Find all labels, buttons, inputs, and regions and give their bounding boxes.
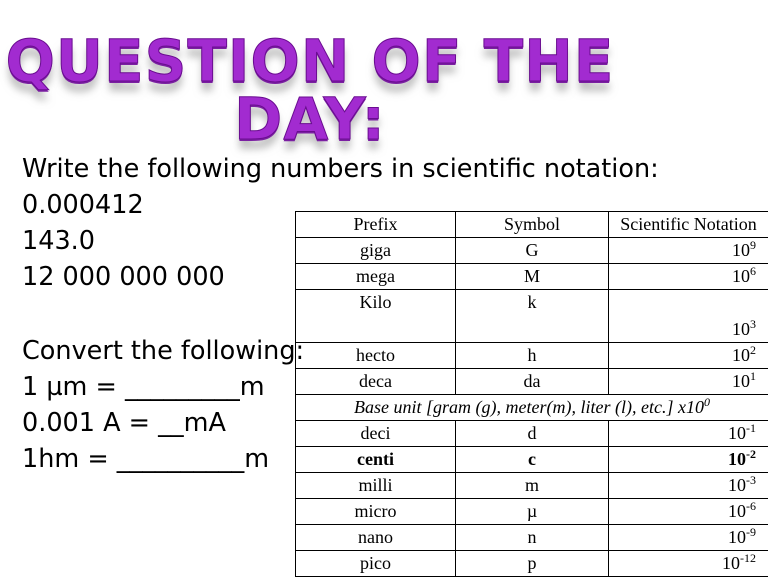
notation-cell: $10^{-1}$	[609, 421, 768, 447]
notation-cell: $10^{-6}$	[609, 499, 768, 525]
table-row	[296, 343, 768, 369]
prefix-cell: Kilo	[296, 290, 456, 343]
number-item: 0.000412	[22, 187, 659, 223]
prefix-cell: deca	[296, 369, 456, 395]
symbol-cell: d	[456, 421, 609, 447]
notation-cell: $10^{-3}$	[609, 473, 768, 499]
symbol-cell: µ	[456, 499, 609, 525]
notation-cell: $10^{-12}$	[609, 551, 768, 577]
notation-cell: $10^6$	[609, 264, 768, 290]
symbol-cell: da	[456, 369, 609, 395]
notation-cell: $10^{-2}$	[609, 447, 768, 473]
symbol-cell: M	[456, 264, 609, 290]
number-item: 143.0	[22, 223, 659, 259]
table-row	[296, 238, 768, 264]
prefix-cell: hecto	[296, 343, 456, 369]
base-unit-row	[296, 395, 768, 421]
intro-text: Write the following numbers in scientific notation:	[22, 151, 659, 187]
symbol-cell: h	[456, 343, 609, 369]
conversion-item: 0.001 A = __mA	[22, 405, 659, 441]
number-item: 12 000 000 000	[22, 259, 659, 295]
notation-cell: $10^9$	[609, 238, 768, 264]
table-row	[296, 525, 768, 551]
page-title: QUESTION OF THE DAY:	[0, 32, 620, 148]
symbol-cell: G	[456, 238, 609, 264]
table-row	[296, 473, 768, 499]
prefix-cell: pico	[296, 551, 456, 577]
header-symbol: Symbol	[456, 212, 609, 238]
table-row	[296, 290, 768, 343]
notation-cell: $10^3$	[609, 290, 768, 343]
prefix-table	[295, 211, 768, 577]
symbol-cell: m	[456, 473, 609, 499]
symbol-cell: n	[456, 525, 609, 551]
table-row	[296, 369, 768, 395]
prefix-cell: giga	[296, 238, 456, 264]
header-prefix: Prefix	[296, 212, 456, 238]
table-row	[296, 264, 768, 290]
table-row	[296, 499, 768, 525]
convert-heading: Convert the following:	[22, 333, 659, 369]
notation-cell: $10^{-9}$	[609, 525, 768, 551]
prefix-cell: deci	[296, 421, 456, 447]
notation-cell: $10^2$	[609, 343, 768, 369]
prefix-cell: micro	[296, 499, 456, 525]
table-row	[296, 447, 768, 473]
prefix-cell: nano	[296, 525, 456, 551]
prefix-cell: centi	[296, 447, 456, 473]
prefix-cell: milli	[296, 473, 456, 499]
symbol-cell: c	[456, 447, 609, 473]
symbol-cell: k	[456, 290, 609, 343]
base-unit-cell: Base unit [gram (g), meter(m), liter (l), etc.] $x10^0$	[296, 395, 768, 421]
conversion-item: 1 µm = _________m	[22, 369, 659, 405]
conversion-item: 1hm = __________m	[22, 441, 659, 477]
table-row	[296, 551, 768, 577]
prefix-cell: mega	[296, 264, 456, 290]
notation-cell: $10^1$	[609, 369, 768, 395]
table-header-row	[296, 212, 768, 238]
symbol-cell: p	[456, 551, 609, 577]
table-row	[296, 421, 768, 447]
header-scientific-notation: Scientific Notation	[609, 212, 768, 238]
